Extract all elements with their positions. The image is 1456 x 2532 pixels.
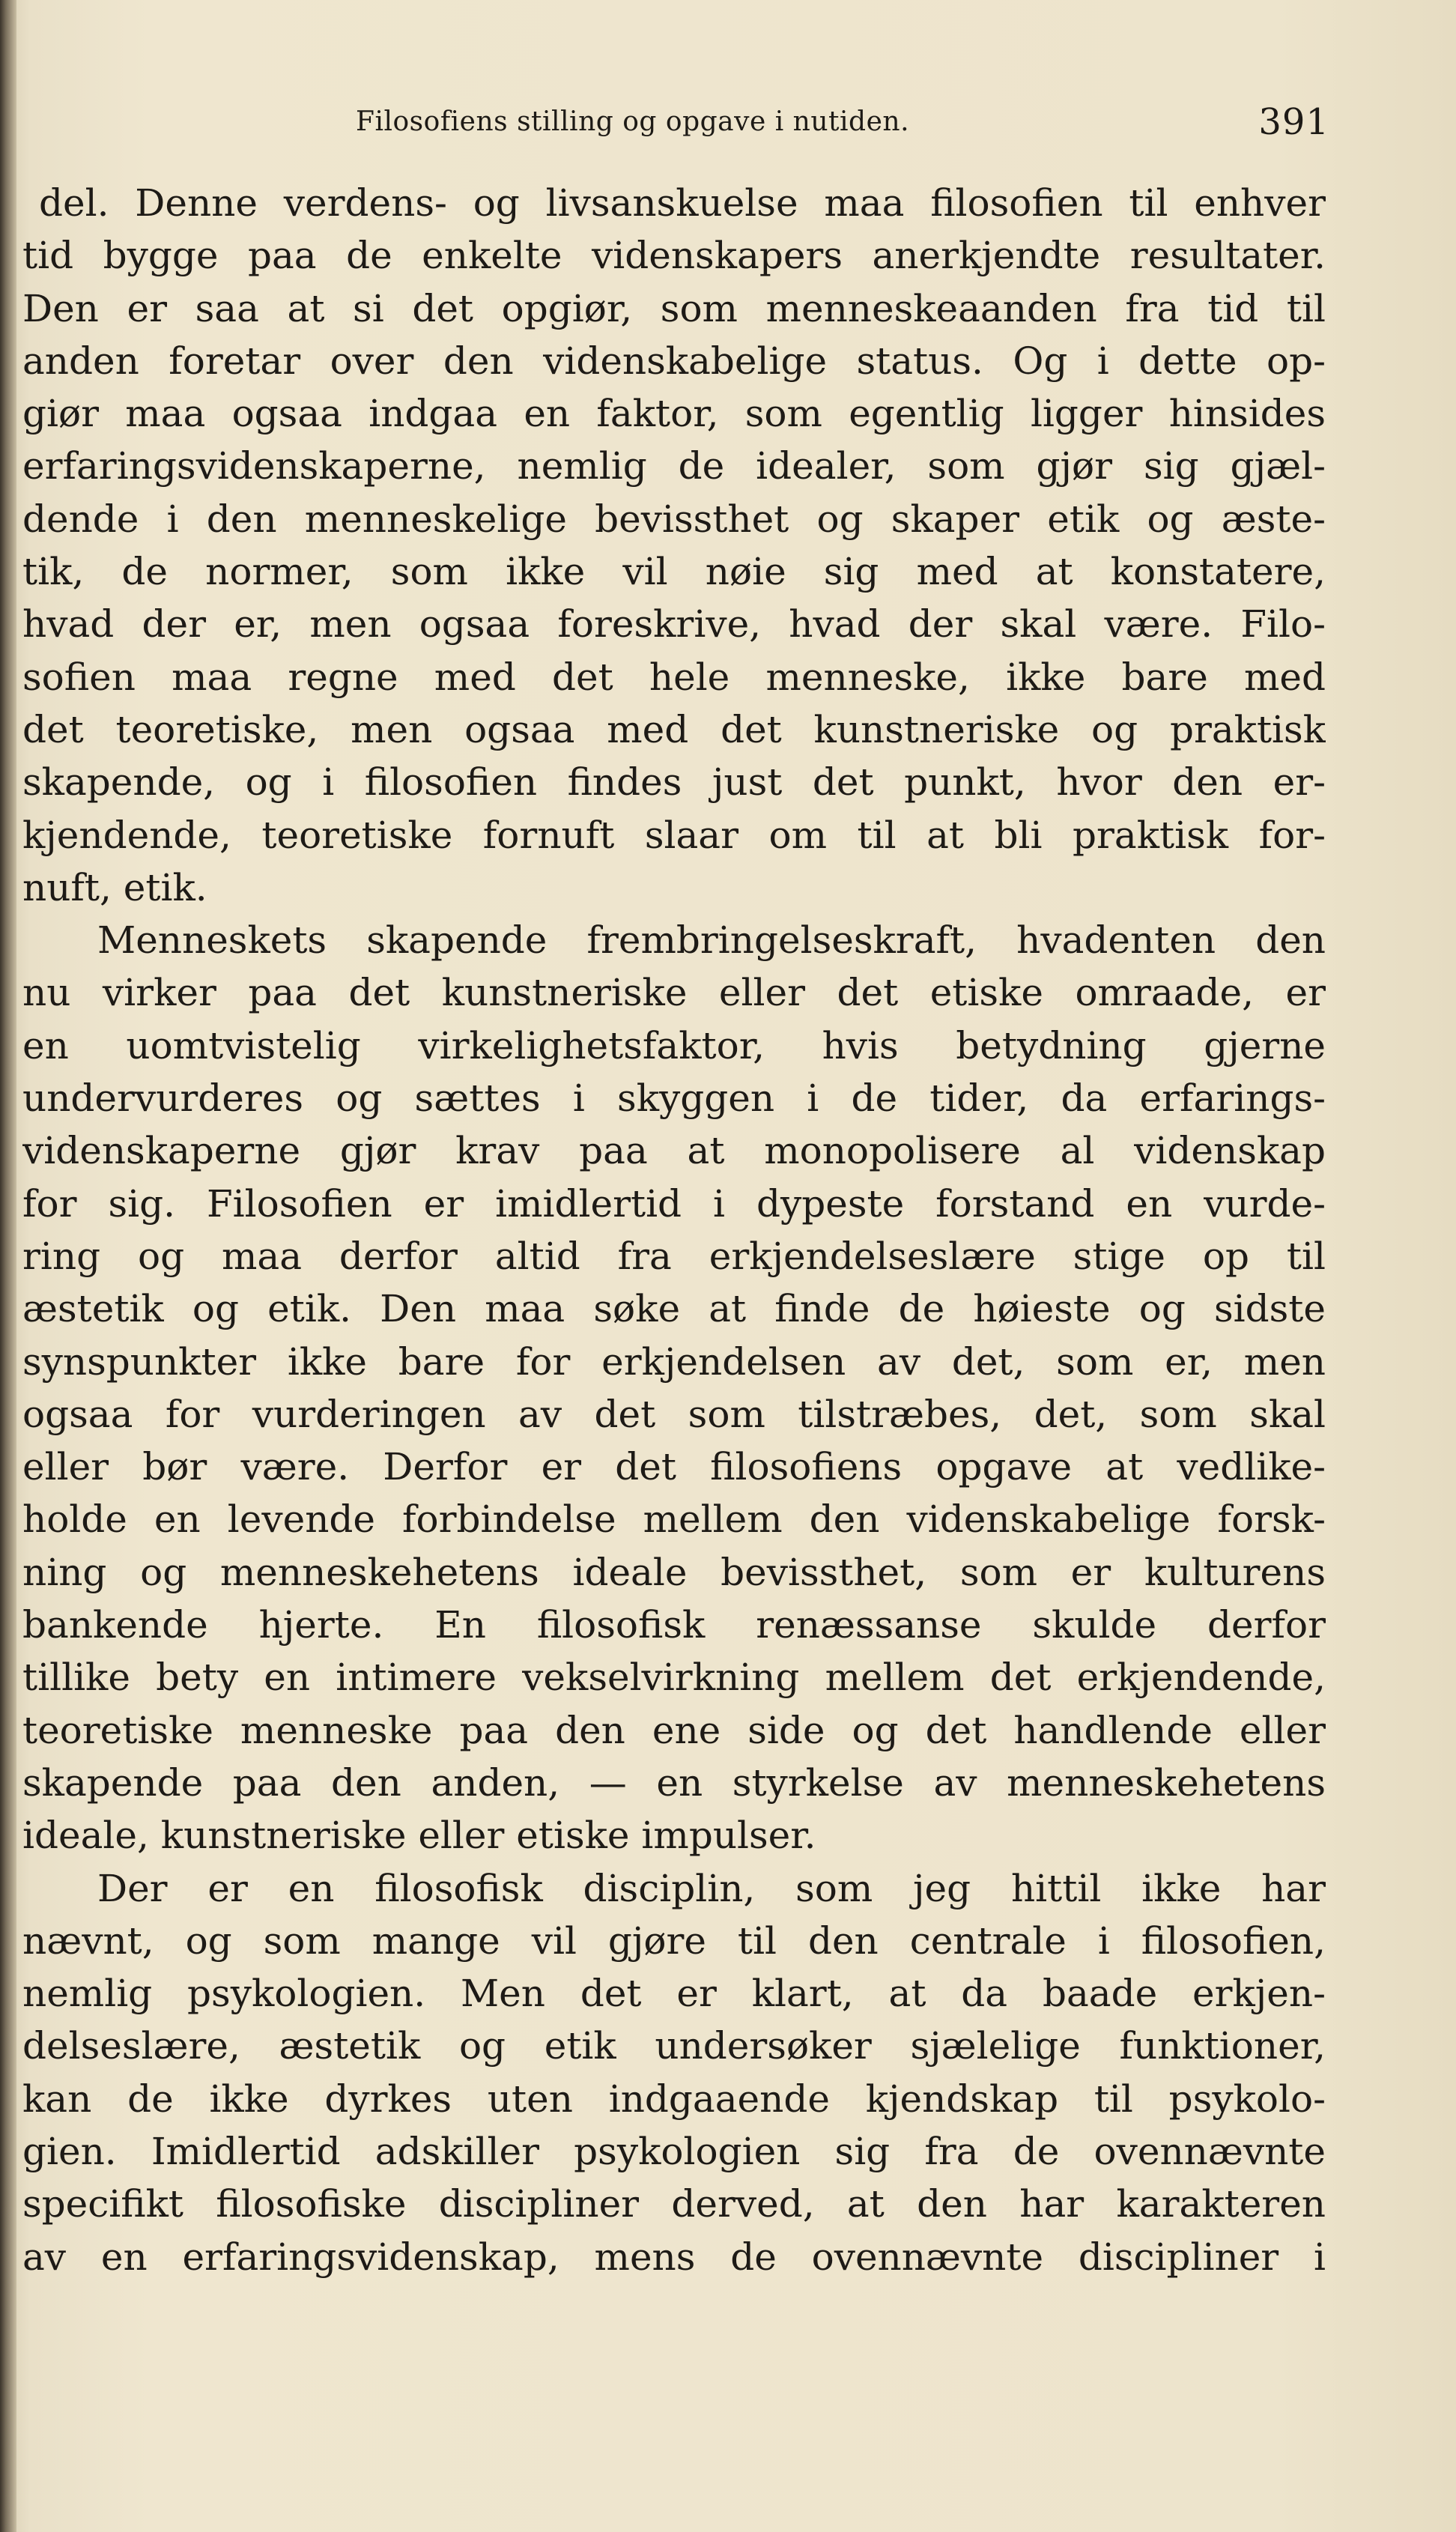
body-text xyxy=(22,177,1326,2283)
text-line: av en erfaringsvidenskap, mens de ovennævnte discipliner i xyxy=(22,2235,1326,2279)
running-title: Filosofiens stilling og opgave i nutiden. xyxy=(356,106,910,137)
text-line: nu virker paa det kunstneriske eller det etiske omraade, er xyxy=(22,971,1326,1015)
text-line: anden foretar over den videnskabelige status. Og i dette op- xyxy=(22,339,1326,383)
text-line: hvad der er, men ogsaa foreskrive, hvad der skal være. Filo- xyxy=(22,602,1326,646)
text-line: specifikt filosofiske discipliner derved, at den har karakteren xyxy=(22,2182,1326,2226)
page-number: 391 xyxy=(1258,101,1329,143)
text-line: æstetik og etik. Den maa søke at finde de høieste og sidste xyxy=(22,1287,1326,1331)
text-line: bankende hjerte. En filosofisk renæssanse skulde derfor xyxy=(22,1603,1326,1647)
text-line: videnskaperne gjør krav paa at monopolisere al videnskap xyxy=(22,1129,1326,1173)
text-line: undervurderes og sættes i skyggen i de tider, da erfarings- xyxy=(22,1076,1326,1121)
text-line: delseslære, æstetik og etik undersøker sjælelige funktioner, xyxy=(22,2024,1326,2068)
text-line: del. Denne verdens- og livsanskuelse maa filosofien til enhver xyxy=(39,181,1326,225)
text-line: nuft, etik. xyxy=(22,865,207,909)
text-line: giør maa ogsaa indgaa en faktor, som egentlig ligger hinsides xyxy=(22,392,1326,436)
text-line: teoretiske menneske paa den ene side og det handlende eller xyxy=(22,1708,1326,1752)
text-line: Den er saa at si det opgiør, som menneskeaanden fra tid til xyxy=(22,286,1326,330)
text-line: tid bygge paa de enkelte videnskapers anerkjendte resultater. xyxy=(22,234,1326,278)
text-line: det teoretiske, men ogsaa med det kunstneriske og praktisk xyxy=(22,707,1326,751)
text-line: tillike bety en intimere vekselvirkning mellem det erkjendende, xyxy=(22,1656,1326,1700)
text-line: synspunkter ikke bare for erkjendelsen av det, som er, men xyxy=(22,1339,1326,1384)
text-line: skapende paa den anden, — en styrkelse av menneskehetens xyxy=(22,1760,1326,1805)
text-line: eller bør være. Derfor er det filosofiens opgave at vedlike- xyxy=(22,1445,1326,1489)
text-line: kan de ikke dyrkes uten indgaaende kjendskap til psykolo- xyxy=(22,2077,1326,2121)
text-line: skapende, og i filosofien findes just det punkt, hvor den er- xyxy=(22,760,1326,805)
text-line: sofien maa regne med det hele menneske, ikke bare med xyxy=(22,655,1326,699)
text-line: holde en levende forbindelse mellem den videnskabelige forsk- xyxy=(22,1497,1326,1542)
running-head xyxy=(356,96,1329,148)
text-line: for sig. Filosofien er imidlertid i dypeste forstand en vurde- xyxy=(22,1181,1326,1226)
text-line: ideale, kunstneriske eller etiske impulser. xyxy=(22,1814,816,1858)
text-line: nævnt, og som mange vil gjøre til den centrale i filosofien, xyxy=(22,1918,1326,1963)
text-line: gien. Imidlertid adskiller psykologien sig fra de ovennævnte xyxy=(22,2129,1326,2173)
text-line: erfaringsvidenskaperne, nemlig de idealer, som gjør sig gjæl- xyxy=(22,444,1326,488)
text-line: Menneskets skapende frembringelseskraft, hvadenten den xyxy=(97,918,1326,963)
text-line: nemlig psykologien. Men det er klart, at da baade erkjen- xyxy=(22,1972,1326,2016)
text-line: en uomtvistelig virkelighetsfaktor, hvis betydning gjerne xyxy=(22,1023,1326,1067)
text-line: Der er en filosofisk disciplin, som jeg hittil ikke har xyxy=(97,1866,1326,1910)
book-spine-shadow xyxy=(0,0,16,2532)
text-line: ogsaa for vurderingen av det som tilstræbes, det, som skal xyxy=(22,1392,1326,1436)
text-line: ning og menneskehetens ideale bevissthet, som er kulturens xyxy=(22,1550,1326,1594)
text-line: tik, de normer, som ikke vil nøie sig med at konstatere, xyxy=(22,550,1326,594)
text-line: ring og maa derfor altid fra erkjendelseslære stige op til xyxy=(22,1234,1326,1278)
text-line: kjendende, teoretiske fornuft slaar om til at bli praktisk for- xyxy=(22,813,1326,857)
text-line: dende i den menneskelige bevissthet og skaper etik og æste- xyxy=(22,497,1326,541)
